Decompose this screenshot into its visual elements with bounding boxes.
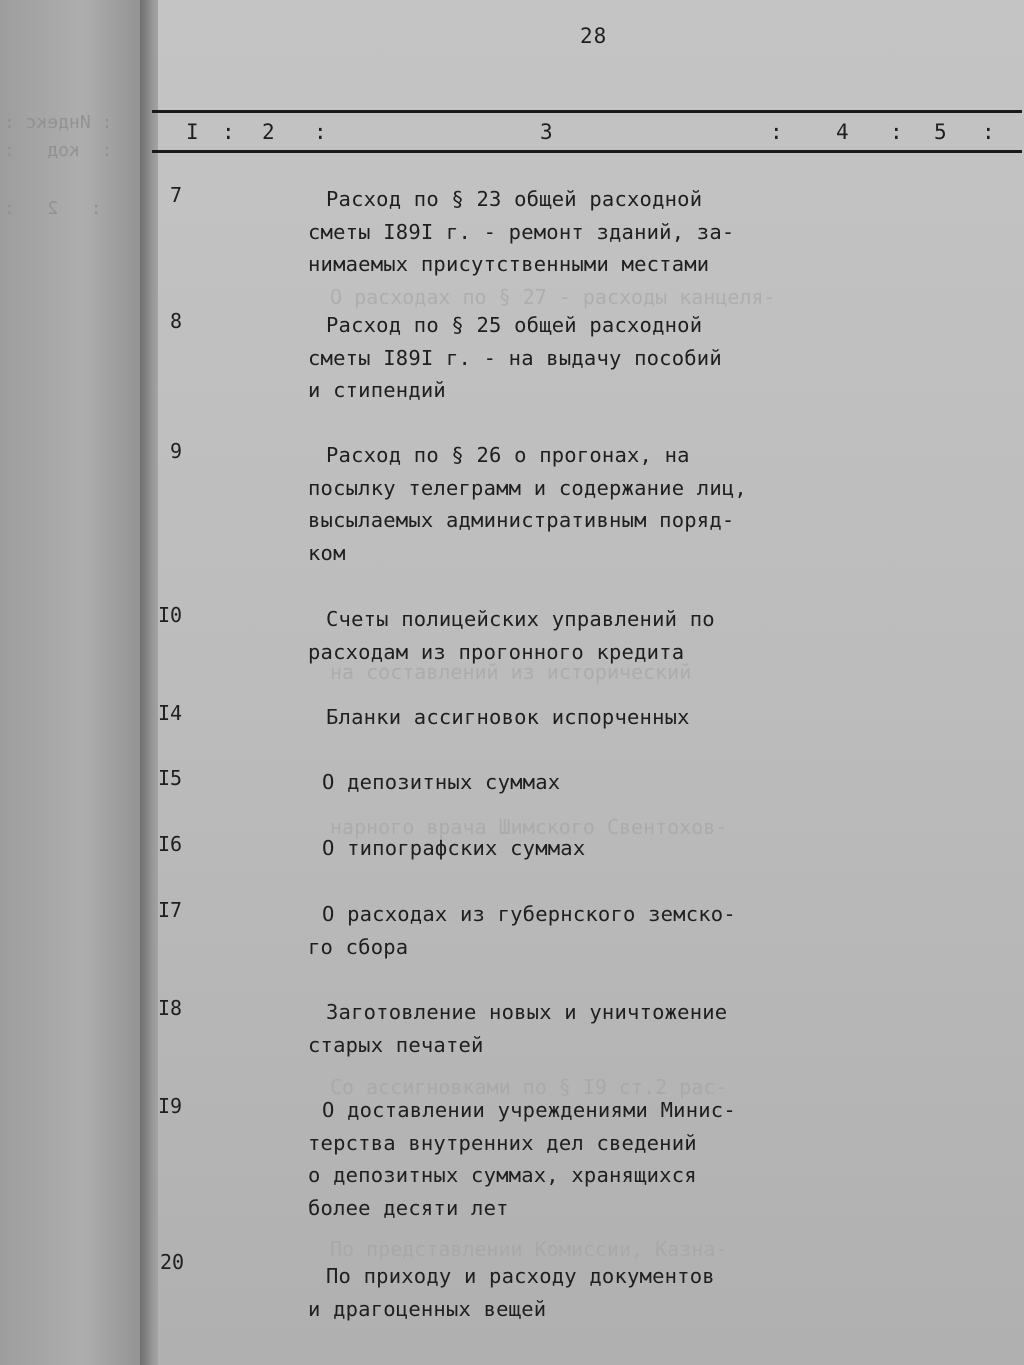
row-number: I4	[158, 701, 183, 725]
row-title: О расходах из губернского земско- го сбора	[308, 902, 736, 959]
column-separator: :	[314, 120, 327, 144]
row-number: I5	[158, 766, 183, 790]
show-through: О расходах по § 27 - расходы канцеля-	[330, 285, 776, 309]
show-through: Со ассигновками по § I9 ст.2 рас-	[330, 1075, 728, 1099]
column-header-4: 4	[836, 120, 849, 144]
row-number: I6	[158, 832, 183, 856]
column-separator: :	[982, 120, 995, 144]
row-title: О депозитных суммах	[322, 770, 561, 794]
row-number: I8	[158, 996, 183, 1020]
row-number: 8	[170, 309, 183, 333]
facing-page-bleed: : Индекс :	[4, 112, 113, 133]
row-number: 7	[170, 183, 183, 207]
facing-page-bleed: : код :	[4, 140, 113, 161]
facing-page-bleed: : 2 :	[4, 198, 102, 219]
row-title: Расход по § 26 о прогонах, на посылку телеграмм и содержание лиц, высылаемых административным поряд- ком	[308, 443, 747, 565]
column-header-3: 3	[540, 120, 553, 144]
column-header-2: 2	[262, 120, 275, 144]
column-separator: :	[770, 120, 783, 144]
row-number: 9	[170, 439, 183, 463]
show-through: на составлений из исторический	[330, 660, 692, 684]
row-number: I0	[158, 603, 183, 627]
show-through: нарного врача Шимского Свентохов-	[330, 815, 728, 839]
row-number: I7	[158, 898, 183, 922]
row-title: О доставлении учреждениями Минис- терства внутренних дел сведений о депозитных суммах, хранящихся более десяти лет	[308, 1098, 736, 1220]
facing-page	[0, 0, 150, 1365]
page-number: 28	[580, 24, 608, 48]
row-title: Расход по § 25 общей расходной сметы I89I г. - на выдачу пособий и стипендий	[308, 313, 722, 402]
row-number: I9	[158, 1094, 183, 1118]
row-title: О типографских суммах	[322, 836, 586, 860]
row-title: Бланки ассигновок испорченных	[326, 705, 690, 729]
table-header-bottom-rule	[152, 150, 1022, 153]
column-header-1: I	[186, 120, 199, 144]
row-title: По приходу и расходу документов и драгоценных вещей	[308, 1264, 715, 1321]
column-separator: :	[890, 120, 903, 144]
row-title: Счеты полицейских управлений по расходам из прогонного кредита	[308, 607, 715, 664]
row-title: Заготовление новых и уничтожение старых печатей	[308, 1000, 728, 1057]
show-through: По представлении Комиссии, Казна-	[330, 1237, 728, 1261]
row-number: 20	[160, 1250, 185, 1274]
row-title: Расход по § 23 общей расходной сметы I89I г. - ремонт зданий, за- нимаемых присутственными местами	[308, 187, 735, 276]
column-header-5: 5	[934, 120, 947, 144]
table-header-top-rule	[152, 110, 1022, 113]
column-separator: :	[222, 120, 235, 144]
